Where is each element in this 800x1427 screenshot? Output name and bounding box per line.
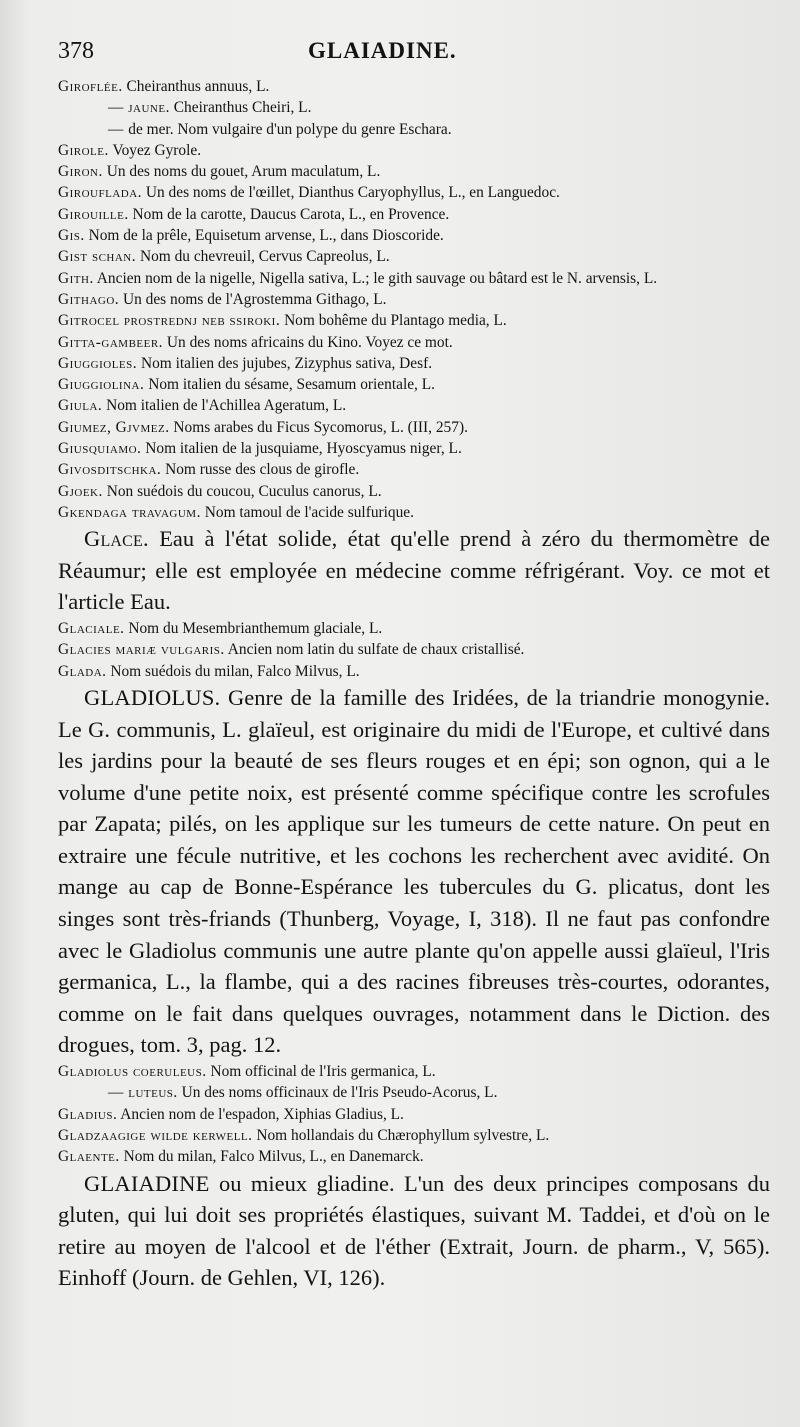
entry-list-2 [58,618,770,682]
dictionary-entry [58,204,770,225]
entry-text: Nom bohême du Plantago media, L. [284,312,507,330]
entry-headword: Giuggioles. [58,354,138,372]
entry-text: Ancien nom de la nigelle, Nigella sativa, L.; le gith sauvage ou bâtard est le N. arvensis, L. [96,269,658,287]
entry-text: Nom de la prêle, Equisetum arvense, L., dans Dioscoride. [88,227,444,245]
dictionary-entry [58,246,770,267]
entry-headword: GLADIOLUS. [84,684,221,710]
entry-headword: Gkendaga travagum. [58,503,201,521]
entry-headword: Gith. [58,269,94,287]
entry-headword: Gis. [58,227,85,245]
dictionary-entry [58,481,770,502]
dictionary-entry [58,395,770,416]
entry-headword: Giusquiamo. [58,440,142,458]
dictionary-entry [58,661,770,682]
entry-text: Nom de la carotte, Daucus Carota, L., en Provence. [132,205,450,223]
entry-text: Genre de la famille des Iridées, de la triandrie monogynie. Le G. communis, L. glaïeul, est originaire du midi de l'Europe, et cultivé dans les jardins pour la beauté de ses fleurs rouges et en épi; son ognon, qui a le volume d'une petite noix, est présenté comme spécifique contre les scrofules par Zapata; pilés, on les applique sur les tumeurs de cette nature. On peut en extraire une fécule nutritive, et les cochons les recherchent avec avidité. On mange au cap de Bonne-Espérance les tubercules du G. plicatus, dont les singes sont très-friands (Thunberg, Voyage, I, 318). Il ne faut pas confondre avec le Gladiolus communis une autre plante qu'on appelle aussi glaïeul, l'Iris germanica, L., la flambe, qui a des racines fibreuses très-courtes, odorantes, comme on le fait dans quelques ouvrages, notamment dans le Diction. des drogues, tom. 3, pag. 12. [58,684,770,1058]
entry-text: Nom italien des jujubes, Zizyphus sativa, Desf. [140,354,433,372]
entry-glaiadine [58,1168,770,1294]
entry-text: Voyez Gyrole. [112,141,202,159]
entry-headword: Githago. [58,290,120,308]
entry-headword: — luteus. [108,1084,178,1102]
dictionary-entry [58,438,770,459]
entry-text: Un des noms officinaux de l'Iris Pseudo-Acorus, L. [181,1084,498,1102]
entry-headword: Gladius. [58,1105,118,1123]
page-header [58,38,770,72]
entry-headword: Glace. [84,526,149,552]
dictionary-entry [58,225,770,246]
dictionary-entry [58,353,770,374]
entry-glace [58,523,770,618]
entry-headword: Glaente. [58,1148,120,1166]
dictionary-entry [58,618,770,639]
dictionary-entry [58,639,770,660]
entry-text: Nom italien du sésame, Sesamum orientale, L. [148,376,435,394]
entry-headword: Gitta-gambeer. [58,333,164,351]
entry-headword: Gist schan. [58,248,137,266]
dictionary-entry [58,502,770,523]
dictionary-entry [58,182,770,203]
entry-headword: Giula. [58,397,103,415]
entry-headword: Girouflada. [58,184,143,202]
entry-headword: Girole. [58,141,109,159]
dictionary-entry [58,374,770,395]
entry-text: Un des noms africains du Kino. Voyez ce mot. [166,333,453,351]
entry-headword: Glada. [58,662,107,680]
entry-headword: Giumez, Gjvmez. [58,418,170,436]
entry-text: Nom russe des clous de girofle. [165,461,360,479]
entry-text: Nom du Mesembrianthemum glaciale, L. [128,620,383,638]
entry-text: Nom du chevreuil, Cervus Capreolus, L. [139,248,390,266]
entry-text: Eau à l'état solide, état qu'elle prend à zéro du thermomètre de Réaumur; elle est employée en médecine comme réfrigérant. Voy. ce mot et l'article Eau. [58,526,770,615]
entry-headword: Gladzaagige wilde kerwell. [58,1126,253,1144]
entry-headword: Giuggiolina. [58,376,145,394]
entry-headword: Girouille. [58,205,129,223]
entry-text: Ancien nom de l'espadon, Xiphias Gladius, L. [120,1105,404,1123]
dictionary-entry [58,268,770,289]
entry-text: Nom suédois du milan, Falco Milvus, L. [110,662,360,680]
entry-headword: Gjoek. [58,482,103,500]
entry-gladiolus [58,682,770,1061]
entry-headword: — [108,120,129,138]
entry-text: Un des noms de l'œillet, Dianthus Caryophyllus, L., en Languedoc. [145,184,560,202]
entry-text: Nom tamoul de l'acide sulfurique. [204,503,414,521]
entry-headword: Glaciale. [58,620,125,638]
dictionary-entry [58,417,770,438]
entry-text: Cheiranthus annuus, L. [126,78,270,95]
entry-headword: — jaune. [108,99,170,117]
entry-text: Nom italien de l'Achillea Ageratum, L. [106,397,347,415]
entry-headword: GLAIADINE [84,1170,210,1196]
entry-text: ou mieux gliadine. L'un des deux principes composans du gluten, qui lui doit ses propriétés élastiques, suivant M. Taddei, et d'où on le retire au moyen de l'alcool et de l'éther (Extrait, Journ. de pharm., V, 565). Einhoff (Journ. de Gehlen, VI, 126). [58,1170,770,1291]
dictionary-entry [58,76,770,97]
entry-text: Ancien nom latin du sulfate de chaux cristallisé. [227,641,525,659]
dictionary-entry [58,1146,770,1167]
dictionary-entry [58,310,770,331]
entry-headword: Glacies mariæ vulgaris. [58,641,225,659]
dictionary-entry [58,161,770,182]
entry-text: Un des noms de l'Agrostemma Githago, L. [122,290,387,308]
entry-headword: Giron. [58,163,103,181]
dictionary-entry [58,1082,770,1103]
entry-headword: Giroflée. [58,78,123,95]
dictionary-entry [58,97,770,118]
entry-text: Non suédois du coucou, Cuculus canorus, L. [106,482,382,500]
entry-headword: Gitrocel prostrednj neb ssiroki. [58,312,281,330]
entry-text: Noms arabes du Ficus Sycomorus, L. (III, 257). [173,418,468,436]
entry-text: Cheiranthus Cheiri, L. [173,99,312,117]
entry-text: Nom du milan, Falco Milvus, L., en Danemarck. [123,1148,424,1166]
entry-text: Un des noms du gouet, Arum maculatum, L. [106,163,381,181]
dictionary-entry [58,140,770,161]
page-number: 378 [58,38,94,64]
dictionary-entry [58,332,770,353]
dictionary-entry [58,1061,770,1082]
entry-text: Nom officinal de l'Iris germanica, L. [210,1063,436,1081]
entry-text: Nom hollandais du Chærophyllum sylvestre, L. [256,1126,550,1144]
entry-headword: Givosditschka. [58,461,162,479]
entry-list-3 [58,1061,770,1167]
dictionary-entry [58,1125,770,1146]
entry-headword: Gladiolus coeruleus. [58,1063,207,1081]
dictionary-entry [58,1104,770,1125]
entry-list-1 [58,76,770,523]
running-head: GLAIADINE. [308,38,457,63]
dictionary-entry [58,119,770,140]
dictionary-entry [58,459,770,480]
entry-text: Nom italien de la jusquiame, Hyoscyamus niger, L. [145,440,462,458]
entry-text: de mer. Nom vulgaire d'un polype du genre Eschara. [128,120,452,138]
dictionary-entry [58,289,770,310]
